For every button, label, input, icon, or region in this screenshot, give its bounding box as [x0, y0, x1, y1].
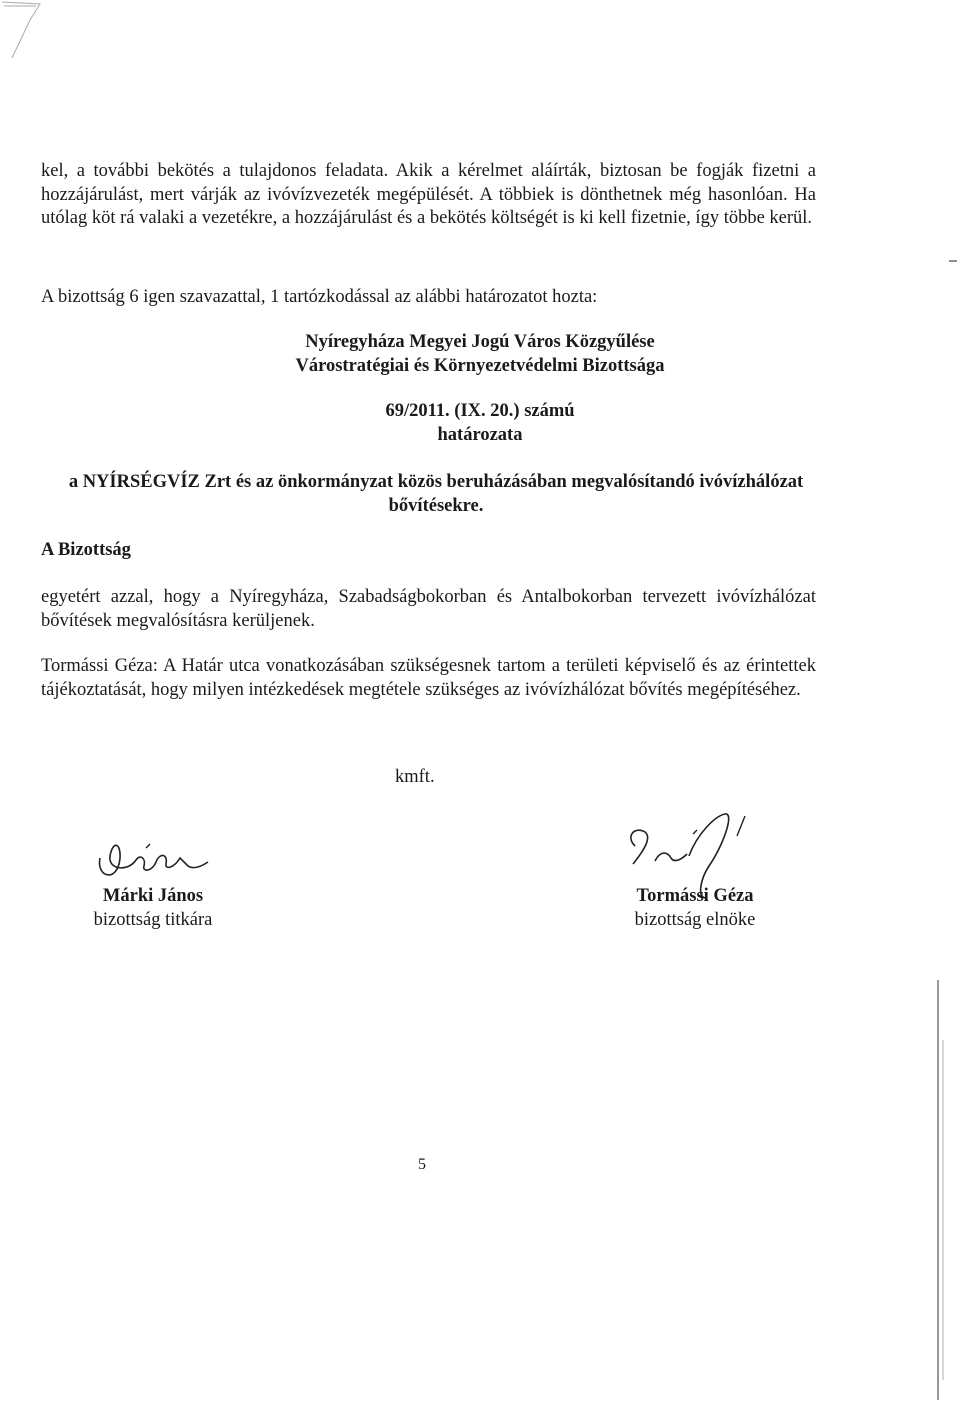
- resolution-number: 69/2011. (IX. 20.) számú: [385, 401, 575, 421]
- resolution-label: határozata: [437, 425, 523, 445]
- resolution-subject: a NYÍRSÉGVÍZ Zrt és az önkormányzat közös beruházásában megvalósítandó ivóvízhálózat bővítésekre.: [68, 472, 804, 516]
- left-signature-mark: [88, 828, 228, 888]
- scan-edge-mark: [930, 980, 950, 1400]
- body-name-line1: Nyíregyháza Megyei Jogú Város Közgyűlése: [305, 332, 655, 352]
- left-signatory-role: bizottság titkára: [93, 909, 213, 930]
- closing-paragraph: Tormássi Géza: A Határ utca vonatkozásában szükségesnek tartom a területi képviselő és az érintettek tájékoztatását, hogy milyen intézkedések megtétele szükséges az ivóvízhálózat bővítés megépítéséhez.: [41, 656, 816, 700]
- kmft-label: kmft.: [395, 767, 435, 787]
- body-name-line2: Várostratégiai és Környezetvédelmi Bizottsága: [295, 356, 665, 376]
- page-number: 5: [418, 1156, 426, 1173]
- right-signature-block: [575, 885, 815, 932]
- intro-paragraph: kel, a további bekötés a tulajdonos feladata. Akik a kérelmet aláírták, biztosan be fogják fizetni a hozzájárulást, mert várják az ivóvízvezeték megépülését. A többiek is dönthetnek még hasonlóan. Ha utólag köt rá valaki a vezetékre, a hozzájárulást és a bekötés költségét is ki kell fizetnie, így többe kerül.: [41, 161, 816, 228]
- right-signatory-name: Tormássi Géza: [636, 886, 754, 906]
- decision-paragraph: egyetért azzal, hogy a Nyíregyháza, Szabadságbokorban és Antalbokorban tervezett ivóvízhálózat bővítések megvalósításra kerüljenek.: [41, 587, 816, 631]
- scan-dash-mark: [948, 258, 958, 264]
- vote-paragraph: A bizottság 6 igen szavazattal, 1 tartózkodással az alábbi határozatot hozta:: [41, 287, 598, 307]
- scan-corner-mark: [0, 0, 60, 70]
- right-signatory-role: bizottság elnöke: [634, 909, 756, 930]
- committee-label: A Bizottság: [41, 540, 131, 560]
- left-signatory-name: Márki János: [102, 886, 204, 906]
- left-signature-block: [33, 885, 273, 932]
